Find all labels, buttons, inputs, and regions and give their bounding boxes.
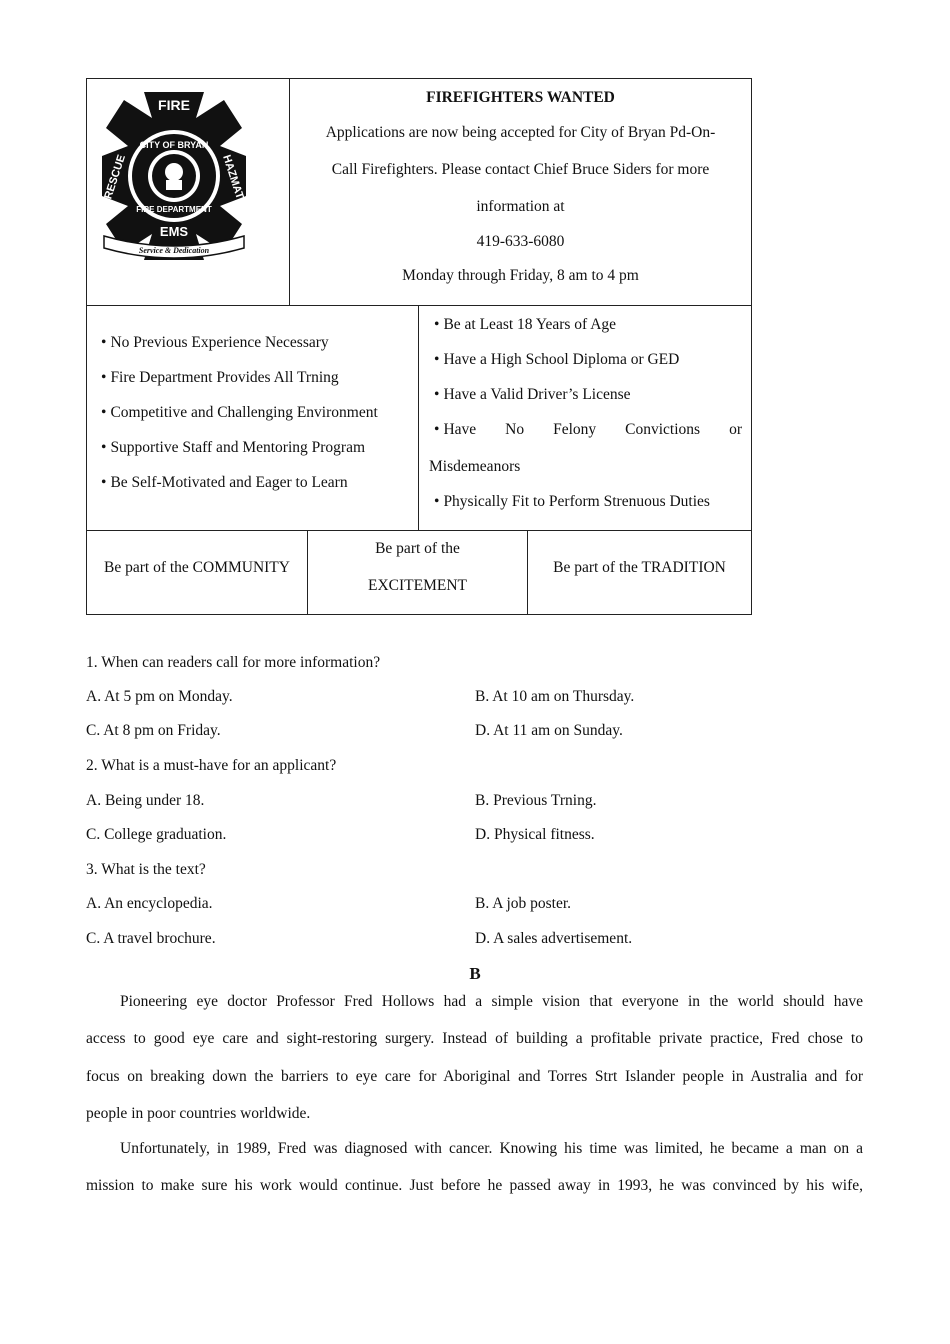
paragraph-1-line-1: Pioneering eye doctor Professor Fred Hollows had a simple vision that everyone in the world should have: [120, 993, 863, 1010]
footer-tradition: Be part of the TRADITION: [553, 559, 726, 576]
svg-text:RESCUE: RESCUE: [102, 153, 128, 201]
section-heading: B: [469, 964, 481, 983]
footer-excitement-line-2: EXCITEMENT: [367, 577, 467, 594]
question-2-option-a: A. Being under 18.: [86, 792, 205, 809]
left-bullet-2: • Fire Department Provides All Trning: [101, 369, 339, 387]
svg-text:FIRE: FIRE: [158, 97, 190, 113]
question-2: 2. What is a must-have for an applicant?: [86, 757, 337, 774]
right-bullet-4-word: Convictions: [625, 421, 701, 438]
svg-text:HAZMAT: HAZMAT: [220, 153, 246, 201]
paragraph-1-line-2: access to good eye care and sight-restoring surgery. Instead of building a profitable private practice, Fred chose to: [86, 1030, 863, 1047]
left-bullet-1: • No Previous Experience Necessary: [101, 334, 329, 352]
right-bullet-4-word: No: [505, 421, 525, 438]
question-1-option-a: A. At 5 pm on Monday.: [86, 688, 233, 705]
footer-community: Be part of the COMMUNITY: [104, 559, 290, 576]
question-3-option-d: D. A sales advertisement.: [475, 930, 633, 947]
svg-text:Service & Dedication: Service & Dedication: [138, 246, 210, 255]
question-1-option-b: B. At 10 am on Thursday.: [475, 688, 635, 705]
right-bullet-5: • Physically Fit to Perform Strenuous Duties: [434, 493, 710, 511]
question-3-option-c: C. A travel brochure.: [86, 930, 216, 947]
right-bullet-3: • Have a Valid Driver’s License: [434, 386, 631, 404]
poster-middle-divider: [418, 305, 419, 531]
paragraph-2-line-2: mission to make sure his work would continue. Just before he passed away in 1993, he was convinced by his wife,: [86, 1177, 863, 1194]
right-bullet-1: • Be at Least 18 Years of Age: [434, 316, 616, 334]
maltese-cross-icon: [96, 86, 252, 264]
question-1: 1. When can readers call for more information?: [86, 654, 381, 671]
poster-title: FIREFIGHTERS WANTED: [426, 89, 615, 106]
right-bullet-4: [434, 421, 742, 439]
question-1-option-c: C. At 8 pm on Friday.: [86, 722, 221, 739]
paragraph-2-line-1: Unfortunately, in 1989, Fred was diagnosed with cancer. Knowing his time was limited, he became a man on a: [120, 1140, 863, 1157]
right-bullet-4-continued: Misdemeanors: [429, 458, 521, 475]
question-3-option-b: B. A job poster.: [475, 895, 572, 912]
right-bullet-2: • Have a High School Diploma or GED: [434, 351, 679, 369]
question-3: 3. What is the text?: [86, 861, 206, 878]
right-bullet-4-word: • Have: [434, 421, 476, 439]
footer-excitement-line-1: Be part of the: [375, 540, 460, 557]
poster-desc-line-3: information at: [476, 198, 565, 215]
poster-hours: Monday through Friday, 8 am to 4 pm: [402, 267, 639, 284]
left-bullet-4: • Supportive Staff and Mentoring Program: [101, 439, 365, 457]
poster-desc-line-1: Applications are now being accepted for City of Bryan Pd-On-: [325, 124, 716, 141]
question-2-option-d: D. Physical fitness.: [475, 826, 595, 843]
left-bullet-5: • Be Self-Motivated and Eager to Learn: [101, 474, 348, 492]
right-bullet-4-word: or: [729, 421, 742, 438]
poster-desc-line-2: Call Firefighters. Please contact Chief Bruce Siders for more: [331, 161, 710, 178]
svg-text:CITY OF BRYAN: CITY OF BRYAN: [139, 140, 209, 150]
svg-text:EMS: EMS: [159, 224, 189, 239]
question-3-option-a: A. An encyclopedia.: [86, 895, 213, 912]
paragraph-1-line-3: focus on breaking down the barriers to eye care for Aboriginal and Torres Strt Islander people in Australia and for: [86, 1068, 863, 1085]
left-bullet-3: • Competitive and Challenging Environment: [101, 404, 378, 422]
question-2-option-b: B. Previous Trning.: [475, 792, 597, 809]
fire-department-logo: [96, 86, 252, 264]
poster-phone: 419-633-6080: [476, 233, 565, 250]
svg-text:FIRE DEPARTMENT: FIRE DEPARTMENT: [136, 205, 212, 214]
question-1-option-d: D. At 11 am on Sunday.: [475, 722, 623, 739]
paragraph-1-line-4: people in poor countries worldwide.: [86, 1105, 311, 1122]
right-bullet-4-word: Felony: [553, 421, 597, 438]
question-2-option-c: C. College graduation.: [86, 826, 227, 843]
